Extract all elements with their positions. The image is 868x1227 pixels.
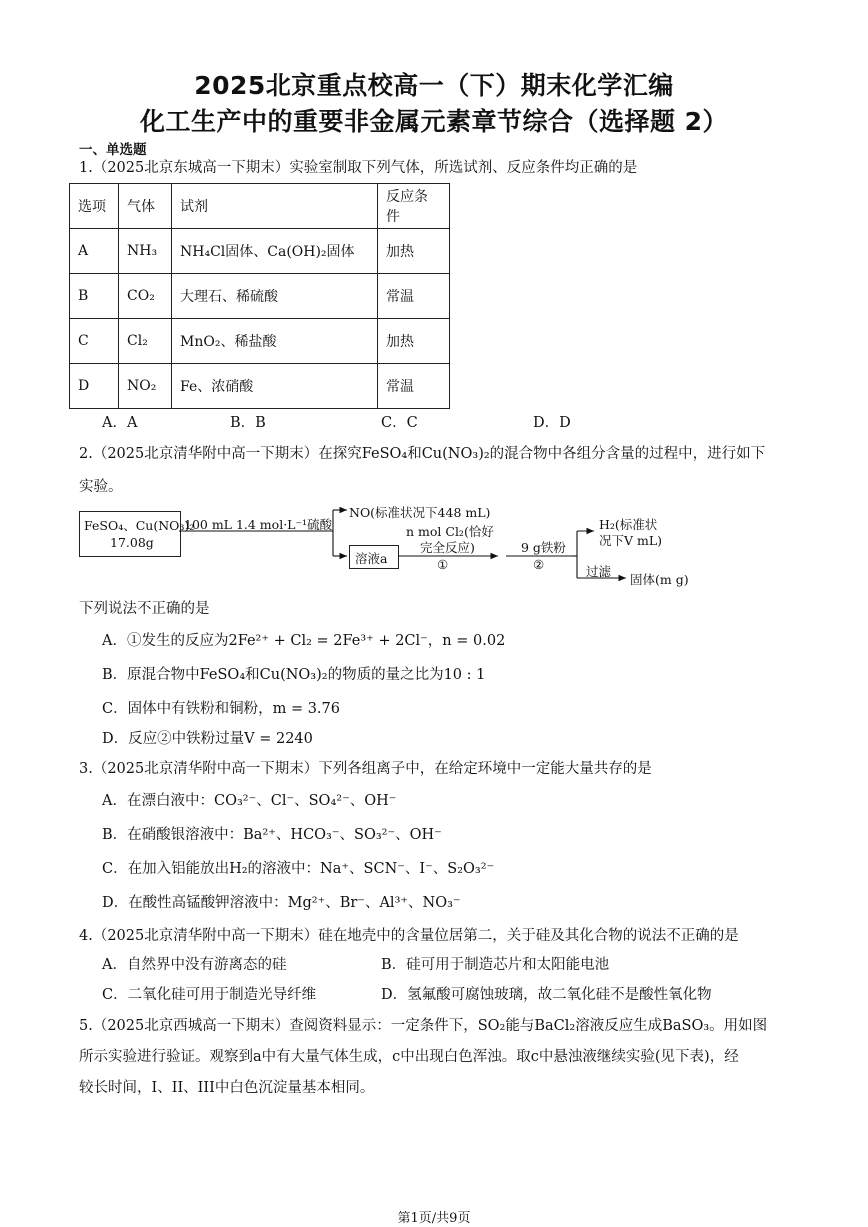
table-cell: NO₂	[119, 364, 172, 409]
q3-option-c[interactable]: C．在加入铝能放出H₂的溶液中：Na⁺、SCN⁻、I⁻、S₂O₃²⁻	[102, 861, 495, 877]
table-cell: NH₄Cl固体、Ca(OH)₂固体	[172, 229, 378, 274]
table-cell: MnO₂、稀盐酸	[172, 319, 378, 364]
table-cell: A	[70, 229, 119, 274]
step1-number: ①	[437, 557, 449, 572]
q1-option-a[interactable]: A．A	[102, 415, 138, 431]
q2-option-b[interactable]: B．原混合物中FeSO₄和Cu(NO₃)₂的物质的量之比为10 : 1	[102, 667, 486, 683]
table-cell: 常温	[378, 274, 450, 319]
step2-label: 9 g铁粉	[521, 540, 566, 555]
q3-option-b[interactable]: B．在硝酸银溶液中：Ba²⁺、HCO₃⁻、SO₃²⁻、OH⁻	[102, 827, 442, 843]
document-title: 2025北京重点校高一（下）期末化学汇编	[194, 71, 674, 100]
q2-option-a[interactable]: A．①发生的反应为2Fe²⁺ + Cl₂ = 2Fe³⁺ + 2Cl⁻，n = 0.02	[102, 633, 506, 649]
q4-option-d[interactable]: D．氢氟酸可腐蚀玻璃，故二氧化硅不是酸性氧化物	[381, 987, 712, 1003]
q4-option-c[interactable]: C．二氧化硅可用于制造光导纤维	[102, 987, 317, 1003]
table-cell: Cl₂	[119, 319, 172, 364]
q5-line3: 较长时间，I、II、III中白色沉淀量基本相同。	[79, 1080, 375, 1096]
q1-option-c[interactable]: C．C	[381, 415, 418, 431]
q2-stem-line2: 实验。	[79, 479, 123, 495]
table-cell: Fe、浓硝酸	[172, 364, 378, 409]
table-cell: 加热	[378, 229, 450, 274]
table-cell: NH₃	[119, 229, 172, 274]
step1-label-line2: 完全反应)	[420, 540, 475, 555]
table-cell: B	[70, 274, 119, 319]
solid-output: 固体(m g)	[630, 572, 689, 587]
q2-question: 下列说法不正确的是	[79, 601, 210, 617]
gas-output-no: NO(标准状况下448 mL)	[349, 505, 491, 520]
table-header-cell: 气体	[119, 184, 172, 229]
solution-a-label: 溶液a	[355, 551, 388, 566]
table-cell: C	[70, 319, 119, 364]
page-footer: 第1页/共9页	[397, 1211, 471, 1226]
arrow1-label: 100 mL 1.4 mol·L⁻¹硫酸	[184, 517, 333, 532]
flow-arrows	[0, 0, 868, 600]
step1-label-line1: n mol Cl₂(恰好	[406, 524, 494, 539]
q1-option-d[interactable]: D．D	[533, 415, 571, 431]
q2-stem-line1: 2.（2025北京清华附中高一下期末）在探究FeSO₄和Cu(NO₃)₂的混合物中各组分含量的过程中，进行如下	[79, 446, 766, 462]
q4-option-a[interactable]: A．自然界中没有游离态的硅	[102, 957, 287, 973]
q1-option-b[interactable]: B．B	[230, 415, 266, 431]
start-box-label: FeSO₄、Cu(NO₃)₂	[84, 518, 195, 533]
q3-stem: 3.（2025北京清华附中高一下期末）下列各组离子中，在给定环境中一定能大量共存的是	[79, 761, 652, 777]
table-cell: D	[70, 364, 119, 409]
q5-line2: 所示实验进行验证。观察到a中有大量气体生成，c中出现白色浑浊。取c中悬浊液继续实验(见下表)，经	[79, 1049, 739, 1065]
table-cell: 大理石、稀硫酸	[172, 274, 378, 319]
q2-option-c[interactable]: C．固体中有铁粉和铜粉，m = 3.76	[102, 701, 340, 717]
document-subtitle: 化工生产中的重要非金属元素章节综合（选择题 2）	[139, 107, 729, 136]
q3-option-a[interactable]: A．在漂白液中：CO₃²⁻、Cl⁻、SO₄²⁻、OH⁻	[102, 793, 397, 809]
start-box-mass: 17.08g	[110, 535, 154, 550]
table-cell: CO₂	[119, 274, 172, 319]
q3-option-d[interactable]: D．在酸性高锰酸钾溶液中：Mg²⁺、Br⁻、Al³⁺、NO₃⁻	[102, 895, 461, 911]
table-header-cell: 选项	[70, 184, 119, 229]
table-header-cell: 试剂	[172, 184, 378, 229]
filter-label: 过滤	[586, 564, 612, 579]
q2-option-d[interactable]: D．反应②中铁粉过量V = 2240	[102, 731, 313, 747]
table-cell: 常温	[378, 364, 450, 409]
table-header-cell: 反应条件	[378, 184, 450, 229]
q4-stem: 4.（2025北京清华附中高一下期末）硅在地壳中的含量位居第二，关于硅及其化合物的说法不正确的是	[79, 928, 739, 944]
h2-output-line2: 况下V mL)	[599, 533, 663, 548]
section-heading: 一、单选题	[79, 142, 147, 158]
step2-number: ②	[533, 557, 545, 572]
q5-line1: 5.（2025北京西城高一下期末）查阅资料显示：一定条件下，SO₂能与BaCl₂溶液反应生成BaSO₃。用如图	[79, 1018, 768, 1034]
q1-stem: 1.（2025北京东城高一下期末）实验室制取下列气体，所选试剂、反应条件均正确的是	[79, 160, 638, 176]
q4-option-b[interactable]: B．硅可用于制造芯片和太阳能电池	[381, 957, 610, 973]
h2-output-line1: H₂(标准状	[599, 517, 658, 532]
table-cell: 加热	[378, 319, 450, 364]
